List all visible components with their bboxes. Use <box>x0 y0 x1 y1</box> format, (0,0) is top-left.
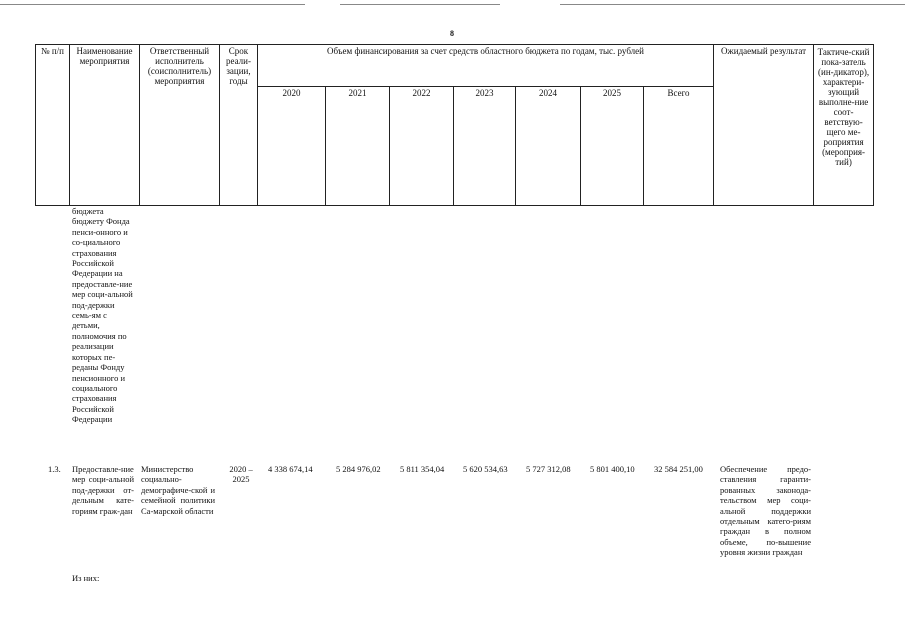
header-year: 2025 <box>581 87 644 206</box>
header-result: Ожидаемый результат <box>714 45 814 206</box>
subheading: Из них: <box>72 573 100 583</box>
header-num: № п/п <box>36 45 70 206</box>
header-term: Срок реали-зации, годы <box>220 45 258 206</box>
row-term: 2020 – 2025 <box>229 464 253 485</box>
continuation-text: бюджета бюджету Фонда пенси-онного и со-циального страхования Российской Федерации на предоставле-ние мер соци-альной под-держки семь-ям с детьми, полномочия по реализации которых пе-реданы Фонду пенсионного и социального страхования Российской Федерации <box>72 206 133 425</box>
page-number: 8 <box>450 29 454 38</box>
row-value-2022: 5 811 354,04 <box>400 464 445 474</box>
header-executor: Ответственный исполнитель (соисполнитель) мероприятия <box>140 45 220 206</box>
scan-edge-line <box>560 4 905 5</box>
row-value-2020: 4 338 674,14 <box>268 464 313 474</box>
header-name: Наименование мероприятия <box>70 45 140 206</box>
row-result: Обеспечение предо-ставления гаранти-рованных законода-тельством мер соци-альной поддержки отдельным катего-риям граждан в полном объеме, по-вышение уровня жизни граждан <box>720 464 811 558</box>
header-total: Всего <box>644 87 714 206</box>
scan-edge-line <box>0 4 305 5</box>
row-executor: Министерство социально-демографиче-ской и семейной политики Са-марской области <box>141 464 215 516</box>
row-value-2025: 5 801 400,10 <box>590 464 635 474</box>
row-value-2021: 5 284 976,02 <box>336 464 381 474</box>
header-year: 2021 <box>326 87 390 206</box>
header-year: 2020 <box>258 87 326 206</box>
row-value-total: 32 584 251,00 <box>654 464 703 474</box>
row-value-2023: 5 620 534,63 <box>463 464 508 474</box>
header-year: 2023 <box>454 87 516 206</box>
row-number: 1.3. <box>48 464 61 474</box>
header-year: 2024 <box>516 87 581 206</box>
row-name: Предоставле-ние мер соци-альной под-держки от-дельным кате-гориям граж-дан <box>72 464 134 516</box>
header-funding: Объем финансирования за счет средств областного бюджета по годам, тыс. рублей <box>258 45 714 87</box>
scan-edge-line <box>340 4 500 5</box>
header-year: 2022 <box>390 87 454 206</box>
header-indicator: Тактиче-ский пока-затель (ин-дикатор), характери-зующий выполне-ние соот-ветствую-щего ме-роприятия (мероприя-тий) <box>814 45 874 206</box>
row-value-2024: 5 727 312,08 <box>526 464 571 474</box>
table-header <box>35 44 874 206</box>
